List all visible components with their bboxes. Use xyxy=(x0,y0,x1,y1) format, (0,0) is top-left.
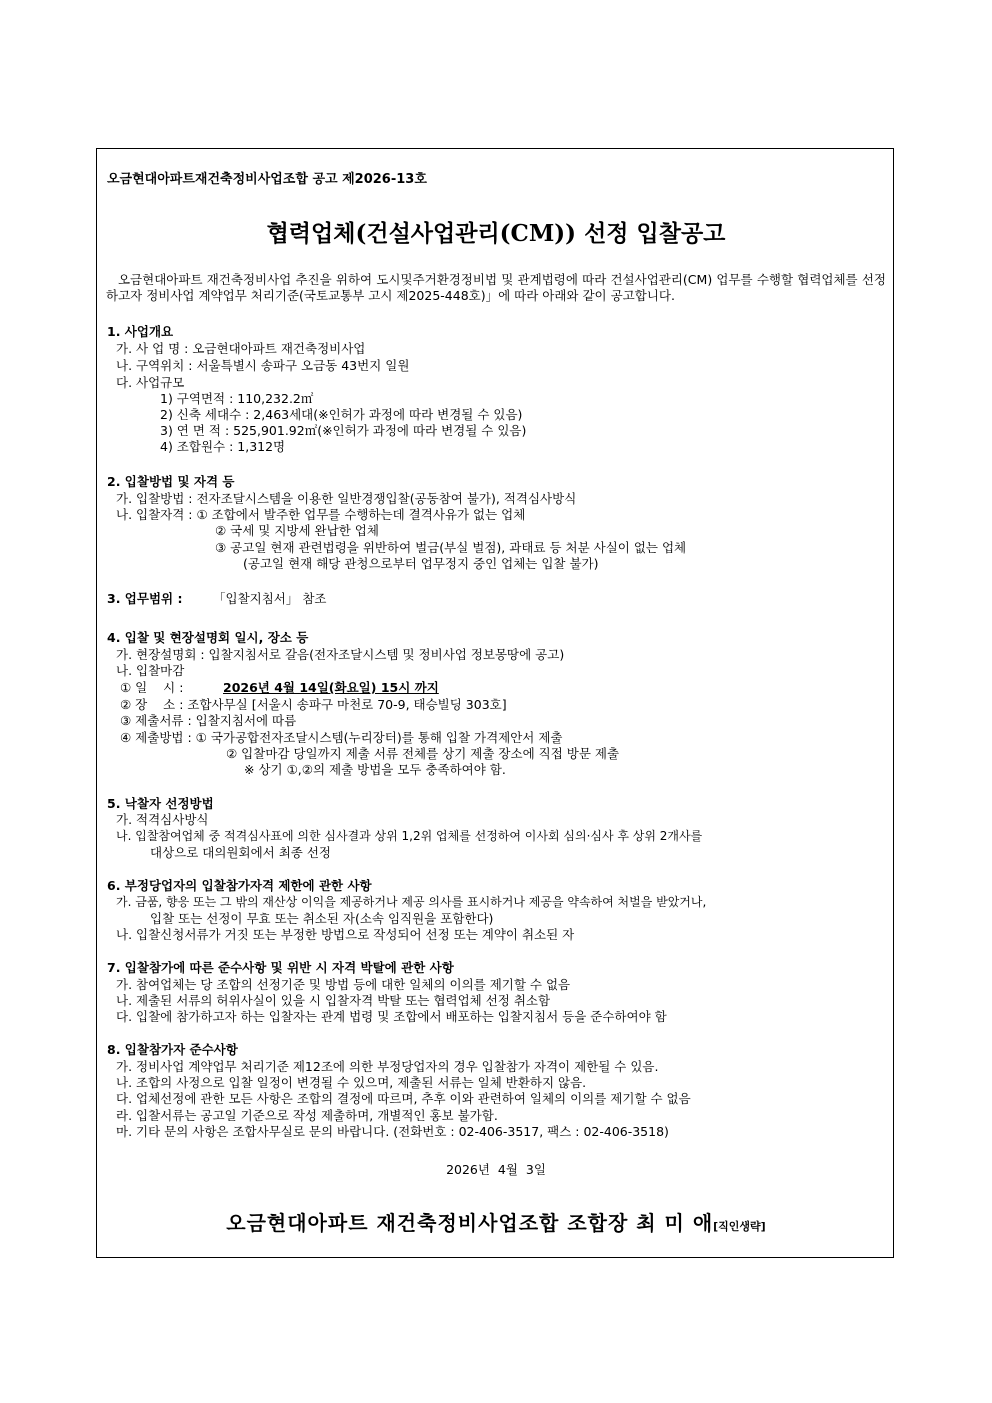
s8-line: 나. 조합의 사정으로 입찰 일정이 변경될 수 있으며, 제출된 서류는 일체 반환하지 않음. xyxy=(116,1075,587,1090)
s4-line: ※ 상기 ①,②의 제출 방법을 모두 충족하여야 함. xyxy=(244,762,506,777)
s2-line: (공고일 현재 해당 관청으로부터 업무정지 중인 업체는 입찰 불가) xyxy=(243,556,599,571)
s1-line: 가. 사 업 명 : 오금현대아파트 재건축정비사업 xyxy=(116,341,366,356)
section-4-heading: 4. 입찰 및 현장설명회 일시, 장소 등 xyxy=(107,630,309,645)
signature-name: 오금현대아파트 재건축정비사업조합 조합장 최 미 애 xyxy=(226,1211,714,1235)
s5-line: 나. 입찰참여업체 중 적격심사표에 의한 심사결과 상위 1,2위 업체를 선정하여 이사회 심의·심사 후 상위 2개사를 xyxy=(116,829,703,843)
notice-number: 오금현대아파트재건축정비사업조합 공고 제2026-13호 xyxy=(107,172,427,187)
s1-line: 다. 사업규모 xyxy=(116,375,185,390)
s4-line: ③ 제출서류 : 입찰지침서에 따름 xyxy=(120,713,297,728)
section-3-heading: 3. 업무범위 : xyxy=(107,591,183,606)
s4-deadline-label: ① 일 시 : xyxy=(120,680,184,695)
s5-line: 대상으로 대의원회에서 최종 선정 xyxy=(150,845,331,860)
s2-line: ② 국세 및 지방세 완납한 업체 xyxy=(215,523,379,538)
section-2-heading: 2. 입찰방법 및 자격 등 xyxy=(107,474,235,489)
section-5-heading: 5. 낙찰자 선정방법 xyxy=(107,796,214,811)
s1-line: 2) 신축 세대수 : 2,463세대(※인허가 과정에 따라 변경될 수 있음) xyxy=(160,407,523,422)
s8-line: 가. 정비사업 계약업무 처리기준 제12조에 의한 부정당업자의 경우 입찰참가 자격이 제한될 수 있음. xyxy=(116,1059,659,1074)
s4-line: ④ 제출방법 : ① 국가공합전자조달시스템(누리장터)를 통해 입찰 가격제안서 제출 xyxy=(120,730,563,745)
s5-line: 가. 적격심사방식 xyxy=(116,812,209,827)
s1-line: 4) 조합원수 : 1,312명 xyxy=(160,439,286,454)
s2-line: 가. 입찰방법 : 전자조달시스템을 이용한 일반경쟁입찰(공동참여 불가), 적격심사방식 xyxy=(116,491,577,506)
signature-line xyxy=(0,1210,992,1240)
s7-line: 나. 제출된 서류의 허위사실이 있을 시 입찰자격 박탈 또는 협력업체 선정 취소함 xyxy=(116,993,551,1008)
s2-line: ③ 공고일 현재 관련법령을 위반하여 벌금(부실 벌점), 과태료 등 처분 사실이 없는 업체 xyxy=(215,540,687,555)
section-6-heading: 6. 부정당업자의 입찰참가자격 제한에 관한 사항 xyxy=(107,878,372,893)
section-8-heading: 8. 입찰참가자 준수사항 xyxy=(107,1042,238,1057)
stamp-omitted: [직인생략] xyxy=(713,1220,766,1233)
s8-line: 라. 입찰서류는 공고일 기준으로 작성 제출하며, 개별적인 홍보 불가함. xyxy=(116,1108,498,1123)
s1-line: 나. 구역위치 : 서울특별시 송파구 오금동 43번지 일원 xyxy=(116,358,410,373)
s1-line: 1) 구역면적 : 110,232.2㎡ xyxy=(160,391,314,406)
s7-line: 다. 입찰에 참가하고자 하는 입찰자는 관계 법령 및 조합에서 배포하는 입찰지침서 등을 준수하여야 함 xyxy=(116,1009,667,1024)
s3-text: 「입찰지침서」 참조 xyxy=(213,591,327,606)
s4-line: 나. 입찰마감 xyxy=(116,663,185,678)
s6-line: 나. 입찰신청서류가 거짓 또는 부정한 방법으로 작성되어 선정 또는 계약이 취소된 자 xyxy=(116,927,575,942)
s2-line: 나. 입찰자격 : ① 조합에서 발주한 업무를 수행하는데 결격사유가 없는 업체 xyxy=(116,507,526,522)
s7-line: 가. 참여업체는 당 조합의 선정기준 및 방법 등에 대한 일체의 이의를 제기할 수 없음 xyxy=(116,977,571,992)
intro-paragraph: 오금현대아파트 재건축정비사업 추진을 위하여 도시및주거환경정비법 및 관계법령에 따라 건설사업관리(CM) 업무를 수행할 협력업체를 선정하고자 정비사업 계약업무 처리기준(국토교통부 고시 제2025-448호)」에 따라 아래와 같이 공고합니다. xyxy=(106,272,886,303)
section-7-heading: 7. 입찰참가에 따른 준수사항 및 위반 시 자격 박탈에 관한 사항 xyxy=(107,960,454,975)
s6-line: 가. 금품, 향응 또는 그 밖의 재산상 이익을 제공하거나 제공 의사를 표시하거나 제공을 약속하여 처벌을 받았거나, xyxy=(116,895,707,909)
s8-line: 다. 업체선정에 관한 모든 사항은 조합의 결정에 따르며, 추후 이와 관련하여 일체의 이의를 제기할 수 없음 xyxy=(116,1091,691,1106)
s6-line: 입찰 또는 선정이 무효 또는 취소된 자(소속 임직원을 포함한다) xyxy=(150,911,494,926)
s1-line: 3) 연 면 적 : 525,901.92㎡(※인허가 과정에 따라 변경될 수 있음) xyxy=(160,423,527,438)
s4-line: ② 입찰마감 당일까지 제출 서류 전체를 상기 제출 장소에 직접 방문 제출 xyxy=(226,746,620,761)
s8-line: 마. 기타 문의 사항은 조합사무실로 문의 바랍니다. (전화번호 : 02-406-3517, 팩스 : 02-406-3518) xyxy=(116,1124,669,1139)
s4-deadline-value: 2026년 4월 14일(화요일) 15시 까지 xyxy=(223,680,439,695)
s4-line: 가. 현장설명회 : 입찰지침서로 갈음(전자조달시스템 및 정비사업 정보몽땅에 공고) xyxy=(116,647,565,662)
page-title: 협력업체(건설사업관리(CM)) 선정 입찰공고 xyxy=(266,220,726,247)
section-1-heading: 1. 사업개요 xyxy=(107,324,174,339)
notice-date: 2026년 4월 3일 xyxy=(446,1162,546,1177)
s4-line: ② 장 소 : 조합사무실 [서울시 송파구 마천로 70-9, 태승빌딩 303호] xyxy=(120,697,507,712)
